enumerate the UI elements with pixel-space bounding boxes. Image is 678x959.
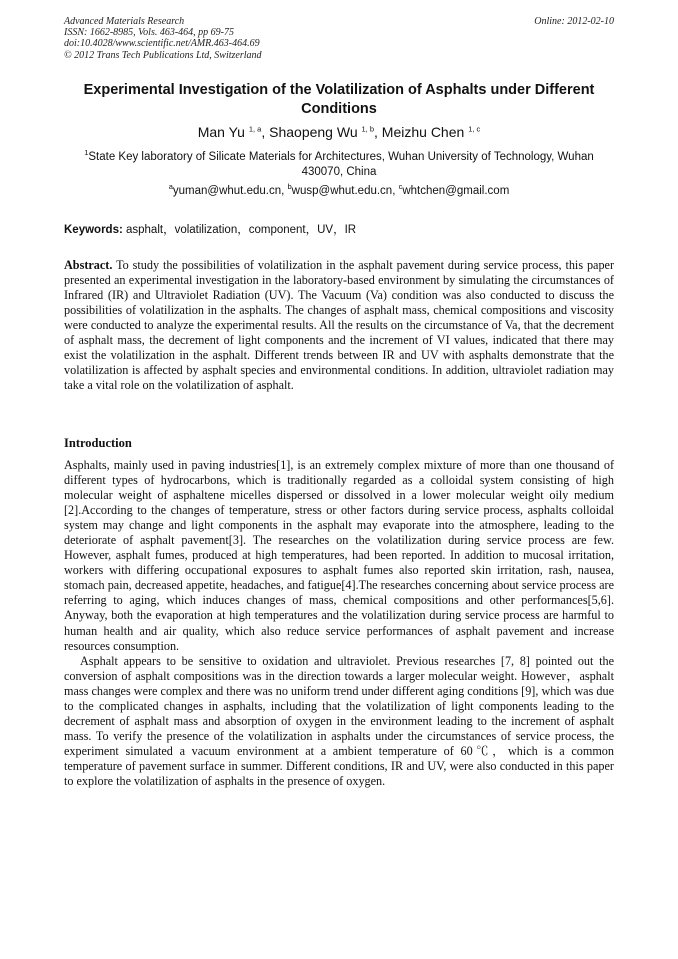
intro-paragraph-1: Asphalts, mainly used in paving industries[1], is an extremely complex mixture of more than one thousand of different types of hydrocarbons, which is traditionally regarded as a colloidal system consisting of high molecular weight of asphaltene micelles dispersed or dissolved in a lower molecular weight oily medium [2].According to the changes of temperature, stress or other factors during service process, asphalts colloidal system may change and light components in the asphalt may evaporate into the atmosphere, leading to the deteriorate of asphalt pavement[3]. The researches on the volatilization during service process are few. However, asphalt fumes, produced at high temperatures, had been reported. In addition to mucosal irritation, workers with differing occupational exposures to asphalt fumes also reported skin irritation, rash, nausea, stomach pain, decreased appetite, headaches, and fatigue[4].The researches concerning about service process are referring to aging, which induces changes of mass, chemical compositions and other performances[5,6]. Anyway, both the evaporation at high temperatures and the volatilization during service process are harmful to human health and air quality, which also reduce service performances of asphalt pavement and increase resources consumption. (64, 458, 614, 653)
abstract-label: Abstract. (64, 258, 113, 272)
author-name: Man Yu (197, 124, 245, 140)
author-sup: 1, c (468, 124, 481, 134)
email-link[interactable]: yuman@whut.edu.cn, (172, 185, 285, 197)
issn-line: ISSN: 1662-8985, Vols. 463-464, pp 69-75 (64, 27, 234, 39)
author-name: Shaopeng Wu (269, 124, 358, 140)
keywords-line (64, 221, 614, 237)
keywords-label: Keywords: (64, 224, 123, 236)
affiliation (64, 150, 614, 180)
intro-paragraph-2: Asphalt appears to be sensitive to oxidation and ultraviolet. Previous researches [7, 8] pointed out the conversion of asphalt compositions was in the direction towards a larger molecular weight. However，asphalt mass changes were complex and there was no uniform trend under different aging conditions [9], which was due to the complicated changes in asphalts, including that the volatilization of light components leading to the decrement of asphalt mass and absorption of oxygen in the environment leading to the increment of asphalt mass. To verify the presence of the volatilization in asphalts under the circumstances of service process, the experiment simulated a vacuum environment at a ambient temperature of 60℃，which is a common temperature of pavement surface in summer. Different conditions, IR and UV, were also conducted in this paper to explore the volatilization of asphalts in the presence of oxygen. (64, 653, 614, 788)
author-list: Man Yu $^{1, a}$, Shaopeng Wu $^{1, b}$, Meizhu Chen $^{1, c}$ (197, 124, 481, 140)
email-link[interactable]: wusp@whut.edu.cn, (291, 185, 396, 197)
journal-header (64, 16, 262, 61)
introduction-body (64, 458, 614, 789)
author-name: Meizhu Chen (381, 124, 465, 140)
section-heading-introduction: Introduction (64, 436, 132, 450)
email-list (64, 182, 614, 197)
paper-title: Experimental Investigation of the Volatilization of Asphalts under Different Conditions (83, 82, 595, 117)
abstract-paragraph (64, 258, 614, 393)
email-sup: a (168, 182, 173, 192)
abstract-text: To study the possibilities of volatilization in the asphalt pavement during service process, this paper presented an experimental investigation in the laboratory-based environment by simulating the circumstances of Infrared (IR) and Ultraviolet Radiation (UV). The Vacuum (Va) condition was also conducted to discuss the possibilities of volatilization in the asphalts. The changes of asphalt mass, chemical compositions and viscosity were conducted to analyze the experimental results. All the results on the circumstance of Va, that the decrement of asphalt mass, the decrement of light components and the increment of VI values, indicated that there may exist the volatilization in the asphalt. Different trends between IR and UV with asphalts demonstrate that the volatilization is affected by asphalt species and environmental conditions. In addition, ultraviolet radiation may take a vital role on the volatilization of asphalt. (64, 258, 615, 393)
email-sup: b (287, 182, 292, 192)
affiliation-sup: 1 (84, 148, 89, 158)
copyright-line: © 2012 Trans Tech Publications Ltd, Switzerland (64, 49, 262, 61)
affiliation-text: State Key laboratory of Silicate Materials for Architectures, Wuhan University of Technology, Wuhan 430070, China (88, 151, 594, 178)
email-link[interactable]: whtchen@gmail.com (402, 185, 510, 197)
author-sup: 1, b (361, 124, 375, 134)
doi-line[interactable]: doi:10.4028/www.scientific.net/AMR.463-464.69 (64, 38, 260, 50)
online-date: Online: 2012-02-10 (534, 16, 614, 27)
email-sup: c (398, 182, 403, 192)
author-sup: 1, a (248, 124, 262, 134)
journal-name: Advanced Materials Research (64, 16, 185, 27)
keywords-text: asphalt，volatilization，component，UV，IR (126, 224, 357, 236)
